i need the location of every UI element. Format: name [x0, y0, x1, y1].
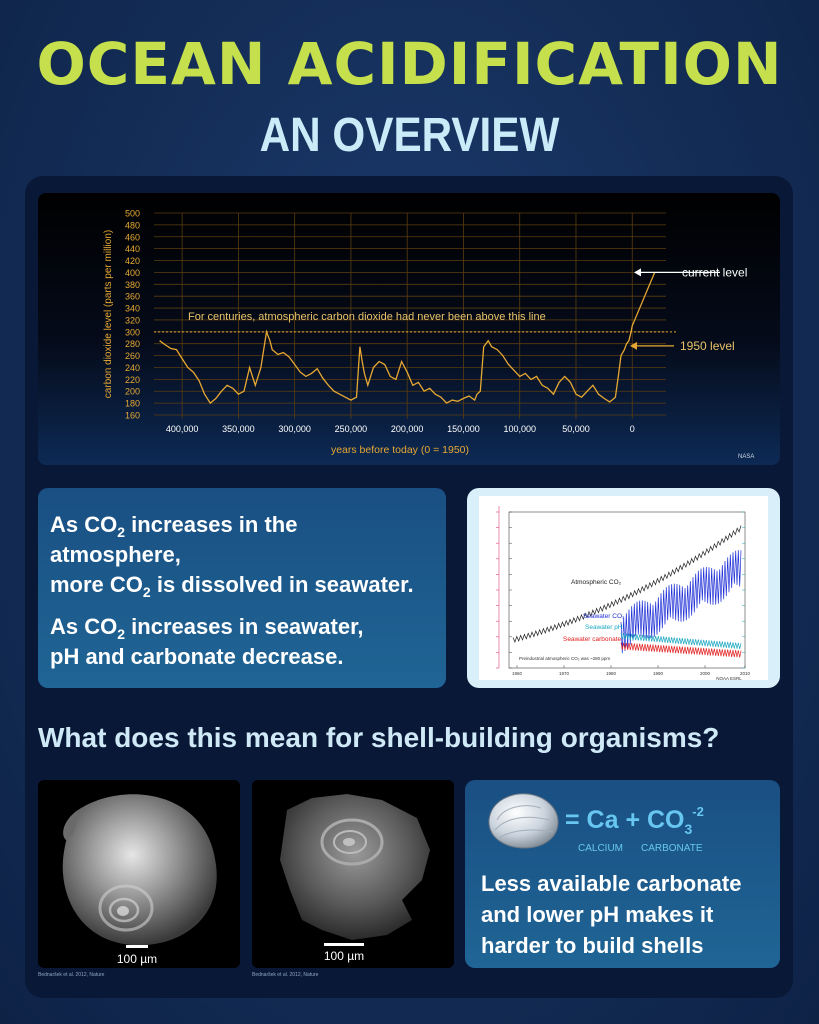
x-tick-label: 50,000 — [562, 424, 590, 434]
x-tick-label: 400,000 — [165, 424, 199, 434]
x-tick-label: 250,000 — [334, 424, 368, 434]
scale-bar-label: 100 µm — [323, 949, 365, 963]
x-tick-label: 1990 — [652, 671, 664, 676]
noaa-chart-svg — [479, 496, 768, 680]
x-tick-label: 100,000 — [503, 424, 536, 434]
shell-chemistry-box — [465, 780, 780, 968]
source-label: NASA — [738, 454, 755, 460]
y-tick-label: 220 — [124, 374, 140, 385]
x-tick-label: 2000 — [699, 671, 711, 676]
co2-statement-2: As $CO_2$ increases in seawater, pH and carbonate decrease. — [50, 614, 364, 669]
clam-shell-icon — [483, 790, 563, 852]
x-tick-label: 200,000 — [390, 424, 424, 434]
y-tick-label: 260 — [124, 351, 140, 362]
reference-line-label: For centuries, atmospheric carbon dioxide had never been above this line — [188, 310, 546, 323]
dissolving-pteropod-image — [252, 780, 454, 968]
x-tick-label: 1960 — [511, 671, 523, 676]
y-tick-label: 240 — [124, 362, 140, 373]
y-tick-label: 360 — [124, 291, 140, 302]
section-question: What does this mean for shell-building organisms? — [38, 722, 720, 753]
page-subtitle: AN OVERVIEW — [259, 109, 560, 162]
co2-explanation-box — [38, 488, 446, 688]
y-tick-label: 280 — [124, 339, 140, 350]
arrowhead-icon — [630, 342, 637, 350]
photo-credit: Bednaršek et al. 2012, Nature — [252, 972, 319, 978]
y-tick-label: 320 — [124, 315, 140, 326]
x-tick-label: 1980 — [605, 671, 617, 676]
calcium-carbonate-equation: = $Ca + CO_3^{-2}$ — [565, 804, 704, 837]
co2-chart-svg — [38, 193, 780, 465]
y-tick-label: 340 — [124, 303, 140, 314]
calcium-label: CALCIUM — [578, 843, 624, 854]
x-tick-label: 350,000 — [222, 424, 255, 434]
y-tick-label: 500 — [124, 208, 140, 219]
x-tick-label: 2010 — [739, 671, 751, 676]
y-axis-label: carbon dioxide level (parts per million) — [103, 229, 114, 399]
co2-statement-1: As $CO_2$ increases in the atmosphere, more $CO_2$ is dissolved in seawater. — [50, 512, 414, 600]
shell-impact-text: Less available carbonate and lower pH makes it harder to build shells — [481, 871, 742, 958]
healthy-shell-photo — [38, 780, 240, 968]
seawater-co2-label: Seawater CO₂ — [583, 613, 625, 620]
scale-bar-label: 100 µm — [116, 952, 158, 966]
preindustrial-note: Preindustrial atmospheric CO₂ was ~280 ppm — [519, 656, 611, 661]
x-tick-label: 1970 — [558, 671, 570, 676]
current-level-label: current level — [682, 265, 748, 280]
y-tick-label: 380 — [124, 279, 140, 290]
noaa-source-label: NOAA ESRL — [716, 676, 742, 680]
y-tick-label: 200 — [124, 386, 140, 397]
photo-credit: Bednaršek et al. 2012, Nature — [38, 972, 105, 978]
y-tick-label: 180 — [124, 398, 140, 409]
seawater-carbonate-label: Seawater carbonate — [563, 636, 622, 643]
page-title: OCEAN ACIDIFICATION — [36, 30, 783, 98]
dissolving-shell-photo — [252, 780, 454, 968]
x-tick-label: 300,000 — [278, 424, 311, 434]
healthy-pteropod-image — [38, 780, 240, 968]
y-tick-label: 420 — [124, 256, 140, 267]
noaa-chart-frame — [467, 488, 780, 688]
x-tick-label: 150,000 — [447, 424, 480, 434]
co2-history-chart — [38, 193, 780, 465]
atmospheric-co2-label: Atmospheric CO₂ — [571, 579, 622, 586]
y-tick-label: 440 — [124, 244, 140, 255]
noaa-chart — [479, 496, 768, 680]
y-tick-label: 160 — [124, 410, 140, 421]
arrowhead-icon — [634, 268, 641, 276]
y-tick-label: 460 — [124, 232, 140, 243]
x-axis-label: years before today (0 = 1950) — [330, 444, 470, 456]
seawater-ph-label: Seawater pH — [585, 624, 623, 631]
y-tick-label: 480 — [124, 220, 140, 231]
carbonate-label: CARBONATE — [641, 843, 703, 854]
x-tick-label: 0 — [629, 424, 635, 434]
1950-level-label: 1950 level — [680, 338, 735, 353]
y-tick-label: 400 — [124, 267, 140, 278]
y-tick-label: 300 — [124, 327, 140, 338]
